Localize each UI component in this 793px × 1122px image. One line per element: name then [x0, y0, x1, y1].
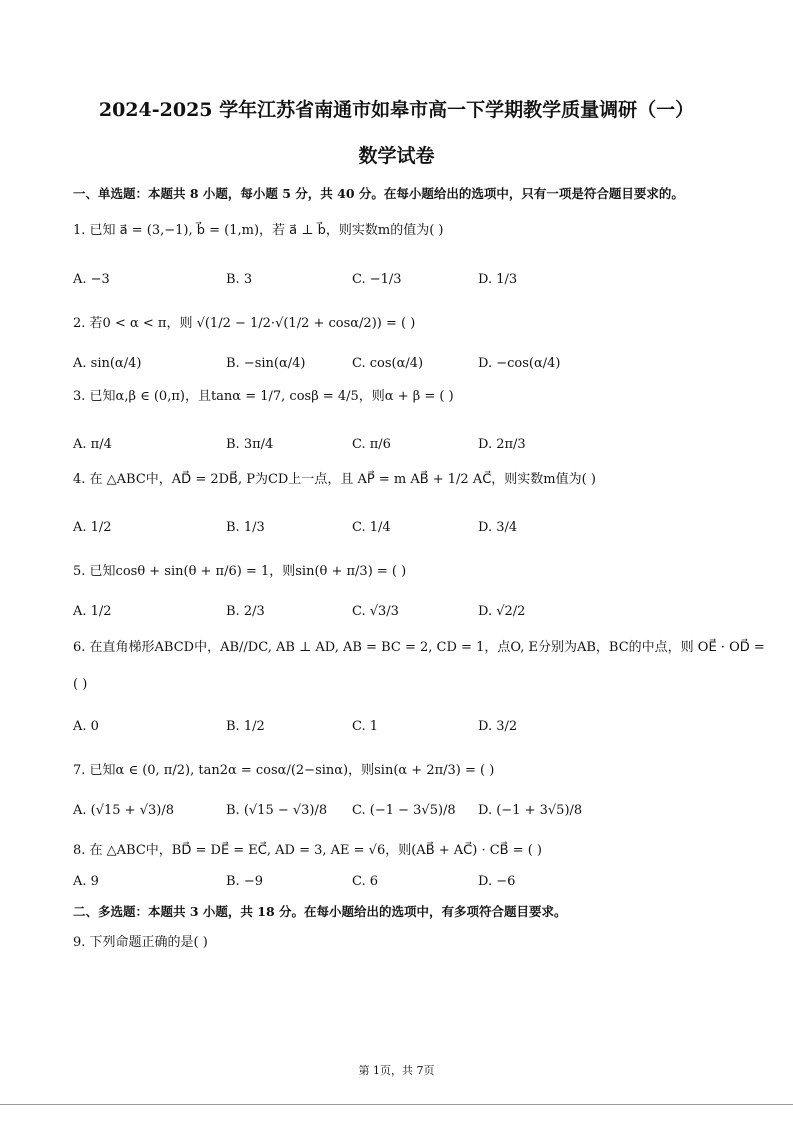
question-6-option-b: B. 1/2 [226, 719, 265, 734]
question-7-stem: 7. 已知α ∈ (0, π/2), tan2α = cosα/(2−sinα)，则sin(α + 2π/3) = ( ) [73, 763, 495, 778]
question-2-option-d: D. −cos(α/4) [478, 356, 561, 371]
question-2-option-a: A. sin(α/4) [73, 356, 142, 371]
question-6-option-c: C. 1 [352, 719, 379, 734]
question-4-stem: 4. 在 △ABC中，AD⃗ = 2DB⃗, P为CD上一点，且 AP⃗ = m AB⃗ + 1/2 AC⃗，则实数m值为( ) [73, 472, 596, 487]
question-2-option-b: B. −sin(α/4) [226, 356, 306, 371]
question-7-option-a: A. (√15 + √3)/8 [73, 803, 174, 818]
question-6-stem: 6. 在直角梯形ABCD中，AB//DC, AB ⊥ AD, AB = BC = 2, CD = 1，点O, E分别为AB，BC的中点，则 OE⃗ · OD⃗ = [73, 640, 765, 655]
question-7-option-c: C. (−1 − 3√5)/8 [352, 803, 456, 818]
section-header-multiple-choice: 二、多选题：本题共 3 小题，共 18 分。在每小题给出的选项中，有多项符合题目要求。 [73, 904, 567, 919]
page-title-line1: 2024-2025 学年江苏省南通市如皋市高一下学期教学质量调研（一） [98, 99, 695, 121]
question-4-option-a: A. 1/2 [73, 520, 112, 535]
question-5-option-a: A. 1/2 [73, 604, 112, 619]
question-1-option-d: D. 1/3 [478, 272, 518, 287]
page-footer: 第 1页，共 7页 [358, 1064, 435, 1077]
page-bottom-divider [0, 1104, 793, 1105]
question-1-option-b: B. 3 [226, 272, 253, 287]
question-3-option-c: C. π/6 [352, 437, 391, 452]
question-8-stem: 8. 在 △ABC中，BD⃗ = DE⃗ = EC⃗, AD = 3, AE = √6，则(AB⃗ + AC⃗) · CB⃗ = ( ) [73, 843, 543, 858]
question-4-option-c: C. 1/4 [352, 520, 391, 535]
question-5-option-d: D. √2/2 [478, 604, 526, 619]
question-6-option-d: D. 3/2 [478, 719, 518, 734]
question-6-option-a: A. 0 [73, 719, 99, 734]
question-8-option-d: D. −6 [478, 874, 516, 889]
question-2-stem: 2. 若0 < α < π，则 √(1/2 − 1/2·√(1/2 + cosα/2)) = ( ) [73, 316, 416, 331]
question-3-option-d: D. 2π/3 [478, 437, 526, 452]
question-9-stem: 9. 下列命题正确的是( ) [73, 935, 208, 950]
question-2-option-c: C. cos(α/4) [352, 356, 424, 371]
question-5-option-c: C. √3/3 [352, 604, 399, 619]
question-7-option-b: B. (√15 − √3)/8 [226, 803, 328, 818]
question-5-option-b: B. 2/3 [226, 604, 265, 619]
question-6-stem-continuation: ( ) [73, 677, 88, 692]
question-7-option-d: D. (−1 + 3√5)/8 [478, 803, 583, 818]
question-3-option-a: A. π/4 [73, 437, 112, 452]
question-8-option-a: A. 9 [73, 874, 99, 889]
question-4-option-d: D. 3/4 [478, 520, 518, 535]
question-5-stem: 5. 已知cosθ + sin(θ + π/6) = 1，则sin(θ + π/3) = ( ) [73, 564, 407, 579]
section-header-single-choice: 一、单选题：本题共 8 小题，每小题 5 分，共 40 分。在每小题给出的选项中，只有一项是符合题目要求的。 [73, 186, 684, 201]
question-3-stem: 3. 已知α,β ∈ (0,π)，且tanα = 1/7, cosβ = 4/5，则α + β = ( ) [73, 389, 454, 404]
question-4-option-b: B. 1/3 [226, 520, 265, 535]
question-1-option-c: C. −1/3 [352, 272, 402, 287]
question-1-option-a: A. −3 [73, 272, 110, 287]
question-1-stem: 1. 已知 a⃗ = (3,−1), b⃗ = (1,m)，若 a⃗ ⊥ b⃗，则实数m的值为( ) [73, 223, 444, 238]
question-3-option-b: B. 3π/4 [226, 437, 274, 452]
question-8-option-c: C. 6 [352, 874, 379, 889]
page-title-line2: 数学试卷 [358, 145, 435, 167]
question-8-option-b: B. −9 [226, 874, 263, 889]
